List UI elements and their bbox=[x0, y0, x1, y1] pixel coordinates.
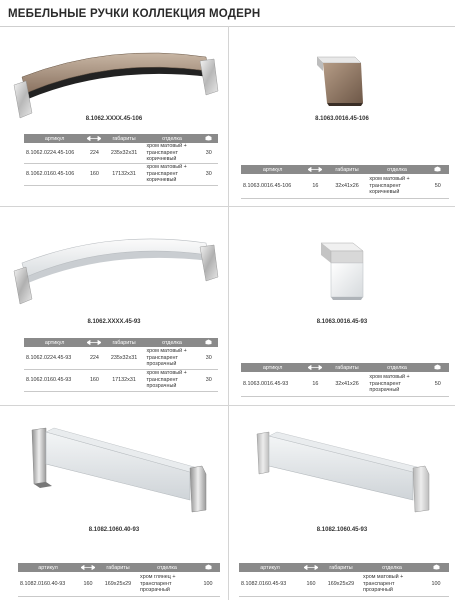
double-arrow-icon bbox=[308, 365, 322, 370]
col-article: артикул bbox=[241, 363, 304, 372]
table-row bbox=[24, 163, 218, 185]
col-qty bbox=[196, 563, 220, 572]
cell-qty: 100 bbox=[423, 572, 449, 596]
cell-article: 8.1063.0016.45-93 bbox=[241, 372, 304, 396]
product-code: 8.1063.0016.45-106 bbox=[315, 116, 369, 122]
cell-finish: хром глянец + транспарент прозрачный bbox=[138, 572, 196, 596]
curved-handle-clear-image bbox=[10, 229, 225, 309]
table-row bbox=[241, 372, 449, 396]
spec-table bbox=[18, 563, 220, 597]
cell-distance: 160 bbox=[85, 163, 103, 185]
col-dimensions: габариты bbox=[327, 165, 368, 174]
spec-table bbox=[239, 563, 449, 597]
double-arrow-icon bbox=[304, 565, 318, 570]
col-article: артикул bbox=[241, 165, 304, 174]
product-card-1 bbox=[0, 27, 228, 206]
cell-article: 8.1082.0160.45-93 bbox=[239, 572, 301, 596]
table-row bbox=[24, 369, 218, 391]
col-article: артикул bbox=[24, 338, 85, 347]
cell-finish: хром матовый + транспарент коричневый bbox=[144, 143, 199, 163]
table-row bbox=[239, 572, 449, 596]
cell-qty: 50 bbox=[427, 174, 449, 198]
product-code: 8.1062.XXXX.45-93 bbox=[87, 319, 141, 325]
product-code: 8.1063.0016.45-93 bbox=[316, 319, 368, 325]
cell-size: 235x32x31 bbox=[104, 347, 145, 369]
double-arrow-icon bbox=[87, 136, 101, 141]
cell-qty: 30 bbox=[200, 369, 218, 391]
page-title: МЕБЕЛЬНЫЕ РУЧКИ КОЛЛЕКЦИЯ МОДЕРН bbox=[8, 8, 261, 20]
cell-article: 8.1082.0160.40-93 bbox=[18, 572, 78, 596]
col-qty bbox=[423, 563, 449, 572]
cell-article: 8.1062.0224.45-106 bbox=[24, 143, 85, 163]
spec-header-row bbox=[241, 165, 449, 174]
box-icon bbox=[433, 564, 440, 570]
cell-qty: 50 bbox=[427, 372, 449, 396]
box-icon bbox=[205, 135, 212, 141]
box-icon bbox=[434, 364, 441, 370]
col-finish: отделка bbox=[367, 363, 426, 372]
cell-distance: 224 bbox=[85, 347, 103, 369]
col-distance bbox=[304, 165, 326, 174]
cell-qty: 30 bbox=[200, 347, 218, 369]
spec-header-row bbox=[18, 563, 220, 572]
spec-header-row bbox=[24, 338, 218, 347]
cell-size: 17132x31 bbox=[104, 369, 145, 391]
cell-finish: хром матовый + транспарент прозрачный bbox=[367, 372, 426, 396]
spec-header-row bbox=[239, 563, 449, 572]
cell-article: 8.1062.0160.45-106 bbox=[24, 163, 85, 185]
col-distance bbox=[78, 563, 98, 572]
cell-article: 8.1063.0016.45-106 bbox=[241, 174, 304, 198]
col-distance bbox=[85, 134, 103, 143]
double-arrow-icon bbox=[81, 565, 95, 570]
product-card-6 bbox=[229, 406, 455, 600]
col-finish: отделка bbox=[361, 563, 423, 572]
cell-qty: 30 bbox=[200, 163, 218, 185]
cell-finish: хром матовый + транспарент прозрачный bbox=[144, 347, 199, 369]
table-row bbox=[24, 143, 218, 163]
col-distance bbox=[85, 338, 103, 347]
cell-size: 32x41x26 bbox=[327, 174, 368, 198]
col-finish: отделка bbox=[138, 563, 196, 572]
box-icon bbox=[205, 564, 212, 570]
cell-distance: 160 bbox=[78, 572, 98, 596]
col-distance bbox=[301, 563, 321, 572]
col-qty bbox=[200, 338, 218, 347]
product-card-4 bbox=[229, 207, 455, 405]
box-icon bbox=[205, 339, 212, 345]
table-row bbox=[24, 347, 218, 369]
cell-size: 235x32x31 bbox=[104, 143, 145, 163]
cell-distance: 16 bbox=[304, 174, 326, 198]
table-row bbox=[18, 572, 220, 596]
cell-finish: хром матовый + транспарент коричневый bbox=[144, 163, 199, 185]
cell-finish: хром матовый + транспарент прозрачный bbox=[144, 369, 199, 391]
cell-size: 169x25x29 bbox=[321, 572, 361, 596]
cell-distance: 160 bbox=[85, 369, 103, 391]
col-article: артикул bbox=[24, 134, 85, 143]
cell-distance: 16 bbox=[304, 372, 326, 396]
cell-qty: 30 bbox=[200, 143, 218, 163]
product-card-5 bbox=[0, 406, 228, 600]
double-arrow-icon bbox=[308, 167, 322, 172]
col-dimensions: габариты bbox=[104, 338, 145, 347]
cell-size: 169x25x29 bbox=[98, 572, 138, 596]
table-row bbox=[241, 174, 449, 198]
spec-table bbox=[241, 363, 449, 397]
cell-distance: 224 bbox=[85, 143, 103, 163]
col-qty bbox=[200, 134, 218, 143]
product-code: 8.1082.1060.45-93 bbox=[316, 527, 368, 533]
col-finish: отделка bbox=[367, 165, 426, 174]
product-card-2 bbox=[229, 27, 455, 206]
col-dimensions: габариты bbox=[104, 134, 145, 143]
spec-table bbox=[24, 134, 218, 186]
col-distance bbox=[304, 363, 326, 372]
cell-size: 32x41x26 bbox=[327, 372, 368, 396]
col-qty bbox=[427, 165, 449, 174]
col-dimensions: габариты bbox=[327, 363, 368, 372]
col-qty bbox=[427, 363, 449, 372]
cell-distance: 160 bbox=[301, 572, 321, 596]
product-card-3 bbox=[0, 207, 228, 405]
spec-header-row bbox=[241, 363, 449, 372]
col-dimensions: габариты bbox=[98, 563, 138, 572]
box-icon bbox=[434, 166, 441, 172]
spec-header-row bbox=[24, 134, 218, 143]
cell-finish: хром матовый + транспарент прозрачный bbox=[361, 572, 423, 596]
cell-size: 17132x31 bbox=[104, 163, 145, 185]
spec-table bbox=[24, 338, 218, 392]
cell-finish: хром матовый + транспарент коричневый bbox=[367, 174, 426, 198]
spec-table bbox=[241, 165, 449, 199]
product-code: 8.1082.1060.40-93 bbox=[88, 527, 140, 533]
col-article: артикул bbox=[239, 563, 301, 572]
knob-clear-image bbox=[313, 241, 369, 303]
curved-handle-brown-image bbox=[10, 43, 225, 123]
cell-article: 8.1062.0160.45-93 bbox=[24, 369, 85, 391]
col-finish: отделка bbox=[144, 338, 199, 347]
double-arrow-icon bbox=[87, 340, 101, 345]
bar-handle-gloss-image bbox=[30, 422, 210, 516]
col-finish: отделка bbox=[144, 134, 199, 143]
cell-article: 8.1062.0224.45-93 bbox=[24, 347, 85, 369]
bar-handle-matte-image bbox=[253, 426, 433, 520]
product-code: 8.1062.XXXX.45-106 bbox=[85, 116, 143, 122]
cell-qty: 100 bbox=[196, 572, 220, 596]
col-article: артикул bbox=[18, 563, 78, 572]
knob-brown-image bbox=[311, 53, 367, 109]
col-dimensions: габариты bbox=[321, 563, 361, 572]
